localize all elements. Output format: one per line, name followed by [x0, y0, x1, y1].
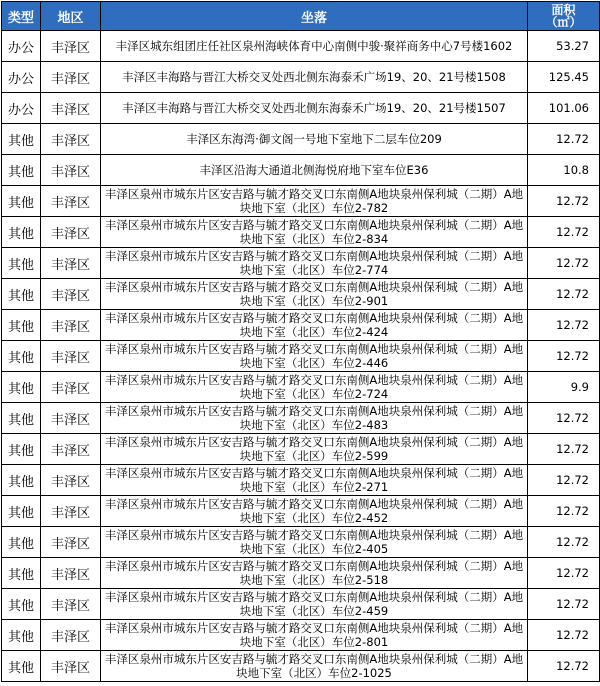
cell-size: 12.72: [528, 341, 600, 372]
cell-location: 丰泽区沿海大通道北侧海悦府地下室车位E36: [101, 155, 528, 186]
table-row: [2, 527, 600, 558]
cell-area: 丰泽区: [41, 341, 101, 372]
cell-type: 其他: [2, 465, 41, 496]
cell-area: 丰泽区: [41, 62, 101, 93]
cell-size: 12.72: [528, 310, 600, 341]
cell-type: 其他: [2, 155, 41, 186]
cell-location: 丰泽区泉州市城东片区安吉路与毓才路交叉口东南侧A地块泉州保利城（二期）A地块地下室（北区）车位2-483: [101, 403, 528, 434]
cell-area: 丰泽区: [41, 186, 101, 217]
header-area: 地区: [41, 2, 101, 31]
cell-size: 12.72: [528, 124, 600, 155]
table-row: [2, 62, 600, 93]
cell-location: 丰泽区丰海路与晋江大桥交叉处西北侧东海泰禾广场19、20、21号楼1508: [101, 62, 528, 93]
cell-type: 其他: [2, 217, 41, 248]
cell-location: 丰泽区泉州市城东片区安吉路与毓才路交叉口东南侧A地块泉州保利城（二期）A地块地下室（北区）车位2-724: [101, 372, 528, 403]
table-row: [2, 279, 600, 310]
cell-size: 125.45: [528, 62, 600, 93]
cell-area: 丰泽区: [41, 93, 101, 124]
cell-location: 丰泽区泉州市城东片区安吉路与毓才路交叉口东南侧A地块泉州保利城（二期）A地块地下室（北区）车位2-459: [101, 589, 528, 620]
cell-size: 12.72: [528, 651, 600, 682]
header-size-label: 面积: [551, 3, 576, 17]
table-row: [2, 217, 600, 248]
cell-location: 丰泽区泉州市城东片区安吉路与毓才路交叉口东南侧A地块泉州保利城（二期）A地块地下室（北区）车位2-518: [101, 558, 528, 589]
cell-type: 其他: [2, 589, 41, 620]
cell-area: 丰泽区: [41, 372, 101, 403]
cell-area: 丰泽区: [41, 620, 101, 651]
cell-location: 丰泽区泉州市城东片区安吉路与毓才路交叉口东南侧A地块泉州保利城（二期）A地块地下室（北区）车位2-452: [101, 496, 528, 527]
cell-size: 12.72: [528, 186, 600, 217]
table-body: [2, 31, 600, 682]
cell-location: 丰泽区泉州市城东片区安吉路与毓才路交叉口东南侧A地块泉州保利城（二期）A地块地下室（北区）车位2-446: [101, 341, 528, 372]
cell-location: 丰泽区泉州市城东片区安吉路与毓才路交叉口东南侧A地块泉州保利城（二期）A地块地下室（北区）车位2-801: [101, 620, 528, 651]
cell-location: 丰泽区泉州市城东片区安吉路与毓才路交叉口东南侧A地块泉州保利城（二期）A地块地下室（北区）车位2-271: [101, 465, 528, 496]
cell-area: 丰泽区: [41, 434, 101, 465]
cell-location: 丰泽区泉州市城东片区安吉路与毓才路交叉口东南侧A地块泉州保利城（二期）A地块地下室（北区）车位2-782: [101, 186, 528, 217]
cell-area: 丰泽区: [41, 651, 101, 682]
table-row: [2, 341, 600, 372]
cell-area: 丰泽区: [41, 279, 101, 310]
cell-area: 丰泽区: [41, 558, 101, 589]
cell-size: 53.27: [528, 31, 600, 62]
cell-size: 10.8: [528, 155, 600, 186]
cell-size: 12.72: [528, 403, 600, 434]
cell-size: 9.9: [528, 372, 600, 403]
cell-location: 丰泽区泉州市城东片区安吉路与毓才路交叉口东南侧A地块泉州保利城（二期）A地块地下室（北区）车位2-834: [101, 217, 528, 248]
table-row: [2, 589, 600, 620]
cell-location: 丰泽区东海湾·御文阁一号地下室地下二层车位209: [101, 124, 528, 155]
cell-location: 丰泽区城东组团庄任社区泉州海峡体育中心南侧中骏·聚祥商务中心7号楼1602: [101, 31, 528, 62]
cell-location: 丰泽区泉州市城东片区安吉路与毓才路交叉口东南侧A地块泉州保利城（二期）A地块地下室（北区）车位2-599: [101, 434, 528, 465]
cell-type: 其他: [2, 341, 41, 372]
cell-size: 12.72: [528, 279, 600, 310]
table-row: [2, 558, 600, 589]
header-size-unit: （㎡）: [545, 15, 582, 29]
cell-area: 丰泽区: [41, 310, 101, 341]
cell-type: 办公: [2, 93, 41, 124]
cell-area: 丰泽区: [41, 217, 101, 248]
property-table: [1, 1, 600, 682]
header-size: [528, 2, 600, 31]
cell-type: 办公: [2, 31, 41, 62]
table-row: [2, 434, 600, 465]
table-row: [2, 124, 600, 155]
cell-type: 其他: [2, 372, 41, 403]
table-row: [2, 465, 600, 496]
table-row: [2, 155, 600, 186]
cell-location: 丰泽区泉州市城东片区安吉路与毓才路交叉口东南侧A地块泉州保利城（二期）A地块地下室（北区）车位2-424: [101, 310, 528, 341]
cell-size: 101.06: [528, 93, 600, 124]
header-location: 坐落: [101, 2, 528, 31]
cell-type: 其他: [2, 186, 41, 217]
cell-type: 其他: [2, 434, 41, 465]
cell-area: 丰泽区: [41, 155, 101, 186]
table-row: [2, 93, 600, 124]
cell-type: 其他: [2, 124, 41, 155]
cell-type: 其他: [2, 620, 41, 651]
table-row: [2, 310, 600, 341]
cell-size: 12.72: [528, 465, 600, 496]
cell-area: 丰泽区: [41, 248, 101, 279]
cell-area: 丰泽区: [41, 403, 101, 434]
cell-size: 12.72: [528, 496, 600, 527]
cell-location: 丰泽区泉州市城东片区安吉路与毓才路交叉口东南侧A地块泉州保利城（二期）A地块地下室（北区）车位2-405: [101, 527, 528, 558]
table-row: [2, 403, 600, 434]
cell-area: 丰泽区: [41, 589, 101, 620]
cell-type: 其他: [2, 527, 41, 558]
table-row: [2, 651, 600, 682]
cell-type: 其他: [2, 403, 41, 434]
table-row: [2, 186, 600, 217]
table-row: [2, 248, 600, 279]
cell-type: 其他: [2, 279, 41, 310]
cell-size: 12.72: [528, 620, 600, 651]
table-header-row: [2, 2, 600, 31]
cell-type: 办公: [2, 62, 41, 93]
table-row: [2, 372, 600, 403]
table-row: [2, 620, 600, 651]
cell-area: 丰泽区: [41, 496, 101, 527]
cell-size: 12.72: [528, 217, 600, 248]
cell-type: 其他: [2, 651, 41, 682]
cell-type: 其他: [2, 558, 41, 589]
cell-area: 丰泽区: [41, 31, 101, 62]
cell-size: 12.72: [528, 558, 600, 589]
cell-type: 其他: [2, 310, 41, 341]
header-type: 类型: [2, 2, 41, 31]
cell-area: 丰泽区: [41, 527, 101, 558]
cell-area: 丰泽区: [41, 465, 101, 496]
cell-size: 12.72: [528, 434, 600, 465]
cell-type: 其他: [2, 248, 41, 279]
table-row: [2, 31, 600, 62]
cell-location: 丰泽区泉州市城东片区安吉路与毓才路交叉口东南侧A地块泉州保利城（二期）A地块地下室（北区）车位2-1025: [101, 651, 528, 682]
cell-size: 12.72: [528, 589, 600, 620]
cell-location: 丰泽区丰海路与晋江大桥交叉处西北侧东海泰禾广场19、20、21号楼1507: [101, 93, 528, 124]
cell-location: 丰泽区泉州市城东片区安吉路与毓才路交叉口东南侧A地块泉州保利城（二期）A地块地下室（北区）车位2-901: [101, 279, 528, 310]
cell-location: 丰泽区泉州市城东片区安吉路与毓才路交叉口东南侧A地块泉州保利城（二期）A地块地下室（北区）车位2-774: [101, 248, 528, 279]
cell-size: 12.72: [528, 248, 600, 279]
cell-type: 其他: [2, 496, 41, 527]
cell-area: 丰泽区: [41, 124, 101, 155]
cell-size: 12.72: [528, 527, 600, 558]
table-row: [2, 496, 600, 527]
